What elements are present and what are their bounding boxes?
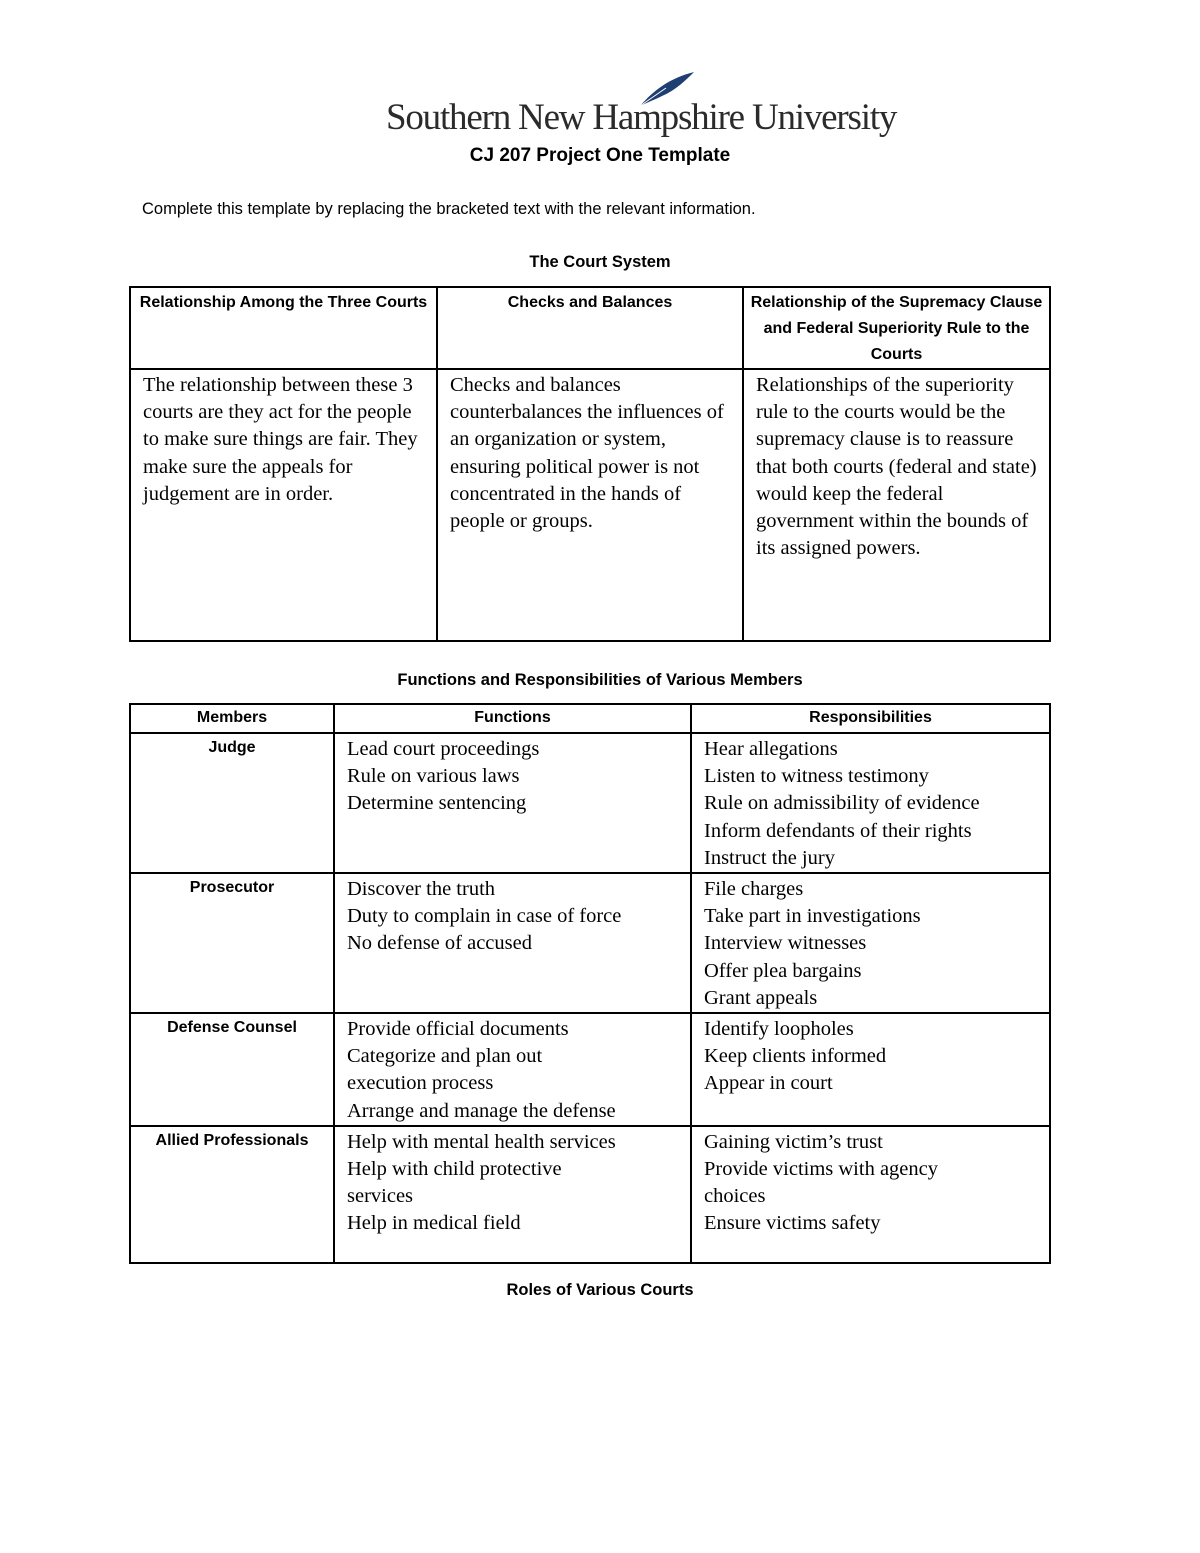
list-item: Help in medical field — [347, 1212, 521, 1235]
responsibilities-cell-judge — [691, 733, 1050, 873]
list-item: Grant appeals — [704, 986, 818, 1009]
list-item: Listen to witness testimony — [704, 765, 929, 788]
member-name-defense-counsel: Defense Counsel — [130, 1013, 334, 1126]
court-system-section-title: The Court System — [529, 253, 671, 271]
functions-cell-prosecutor — [334, 873, 691, 1013]
list-item: Instruct the jury — [704, 846, 835, 869]
responsibilities-cell-prosecutor — [691, 873, 1050, 1013]
list-item: Keep clients informed — [704, 1045, 887, 1068]
list-item: Identify loopholes — [704, 1018, 854, 1041]
list-item: Determine sentencing — [347, 792, 527, 815]
court-header-supremacy: Relationship of the Supremacy Clause and Federal Superiority Rule to the Courts — [743, 287, 1050, 369]
member-name-judge: Judge — [130, 733, 334, 873]
responsibilities-cell-allied-professionals — [691, 1126, 1050, 1263]
court-header-checks: Checks and Balances — [437, 287, 743, 369]
members-section-title: Functions and Responsibilities of Various Members — [397, 671, 803, 689]
members-header-functions: Functions — [334, 704, 691, 733]
list-item: Help with mental health services — [347, 1130, 616, 1153]
members-header-responsibilities: Responsibilities — [691, 704, 1050, 733]
list-item: Offer plea bargains — [704, 959, 862, 982]
members-header-row — [130, 704, 1050, 733]
court-cell-checks: Checks and balances counterbalances the influences of an organization or system, ensuring political power is not concentrated in the hands of people or groups. — [437, 369, 743, 641]
logo-wordmark: Southern New Hampshire University — [386, 97, 897, 138]
list-item: Hear allegations — [704, 738, 838, 760]
list-item: Arrange and manage the defense — [347, 1099, 616, 1122]
list-item: execution process — [347, 1072, 494, 1095]
list-item: Categorize and plan out — [347, 1045, 543, 1068]
court-system-table — [129, 286, 1051, 642]
instructions-text: Complete this template by replacing the bracketed text with the relevant information. — [142, 200, 756, 218]
list-item: Interview witnesses — [704, 932, 867, 955]
functions-cell-allied-professionals — [334, 1126, 691, 1263]
list-item: Take part in investigations — [704, 905, 921, 928]
list-item: services — [347, 1185, 414, 1208]
members-header-members: Members — [130, 704, 334, 733]
list-item: Provide official documents — [347, 1018, 569, 1041]
court-cell-supremacy: Relationships of the superiority rule to the courts would be the supremacy clause is to reassure that both courts (federal and state) would keep the federal government within the bounds of its assigned powers. — [743, 369, 1050, 641]
list-item: Discover the truth — [347, 878, 496, 901]
table-row — [130, 733, 1050, 873]
court-table-header-row — [130, 287, 1050, 369]
list-item: Appear in court — [704, 1072, 833, 1095]
list-item: Duty to complain in case of force — [347, 905, 622, 928]
table-row — [130, 1126, 1050, 1263]
table-row — [130, 1013, 1050, 1126]
list-item: File charges — [704, 878, 804, 901]
functions-cell-judge — [334, 733, 691, 873]
list-item: Help with child protective — [347, 1158, 562, 1181]
roles-section-title: Roles of Various Courts — [506, 1281, 694, 1299]
court-cell-relationship: The relationship between these 3 courts are they act for the people to make sure things are fair. They make sure the appeals for judgement are in order. — [130, 369, 437, 641]
list-item: Rule on admissibility of evidence — [704, 792, 980, 815]
responsibilities-cell-defense-counsel — [691, 1013, 1050, 1126]
member-name-prosecutor: Prosecutor — [130, 873, 334, 1013]
list-item: Lead court proceedings — [347, 738, 540, 760]
court-header-relationship: Relationship Among the Three Courts — [130, 287, 437, 369]
court-table-body-row — [130, 369, 1050, 641]
members-table — [129, 703, 1051, 1264]
page-title: CJ 207 Project One Template — [469, 145, 731, 166]
university-logo — [386, 70, 897, 138]
list-item: No defense of accused — [347, 932, 532, 955]
list-item: choices — [704, 1185, 766, 1208]
list-item: Provide victims with agency — [704, 1158, 938, 1181]
list-item: Ensure victims safety — [704, 1212, 881, 1235]
list-item: Gaining victim’s trust — [704, 1130, 883, 1153]
member-name-allied-professionals: Allied Professionals — [130, 1126, 334, 1263]
list-item: Rule on various laws — [347, 765, 520, 788]
list-item: Inform defendants of their rights — [704, 819, 972, 842]
table-row — [130, 873, 1050, 1013]
functions-cell-defense-counsel — [334, 1013, 691, 1126]
